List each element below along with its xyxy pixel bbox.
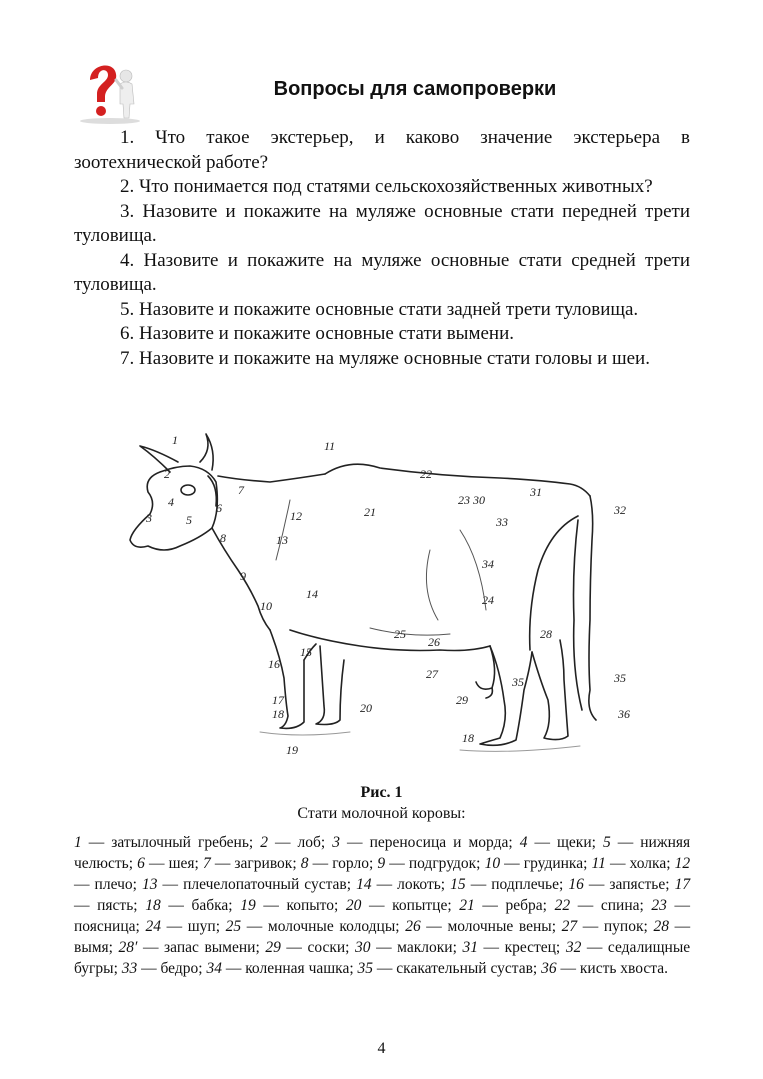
figure-label-36: 36	[618, 707, 630, 721]
legend-entry-dash: —	[477, 939, 505, 956]
legend-entry	[555, 897, 644, 914]
legend-entry-dash: —	[160, 918, 188, 935]
legend-entry	[405, 918, 556, 935]
legend-entry-text: плечо;	[94, 876, 137, 893]
legend-entry	[203, 855, 297, 872]
legend-entry-number: 20	[345, 897, 362, 914]
legend-entry-dash: —	[160, 897, 192, 914]
legend-entry-text: запястье;	[609, 876, 670, 893]
legend-entry-dash: —	[583, 876, 610, 893]
figure-label-32: 32	[614, 503, 626, 517]
legend-entry-number: 22	[554, 897, 571, 914]
figure-label-2: 2	[164, 467, 170, 481]
figure-label-20: 20	[360, 701, 372, 715]
figure-label-1: 1	[172, 433, 178, 447]
legend-entry-number: 9	[377, 855, 386, 872]
legend-entry-number: 12	[674, 855, 691, 872]
legend-entry	[119, 939, 260, 956]
legend-entry	[562, 918, 648, 935]
legend-entry-number: 30	[355, 939, 371, 956]
figure-label-23-30: 23 30	[458, 493, 485, 507]
legend-entry	[358, 960, 538, 977]
figure-title: Рис. 1	[360, 784, 403, 801]
figure-label-35: 35	[512, 675, 524, 689]
legend-entry-text: подгрудок;	[408, 855, 481, 872]
legend-entry-number: 13	[141, 876, 158, 893]
legend-entry-number: 24	[145, 918, 161, 935]
legend-entry-number: 36	[541, 960, 557, 977]
legend-entry-text: шея;	[168, 855, 199, 872]
questions-list	[74, 126, 695, 371]
legend-entry	[137, 855, 199, 872]
legend-entry-text: молочные колодцы;	[267, 918, 400, 935]
legend-entry	[206, 960, 353, 977]
legend-entry-number: 8	[300, 855, 309, 872]
legend-entry-text: переносица и морда;	[369, 834, 513, 851]
question-2: 2. Что понимается под статями сельскохозяйственных животных?	[120, 176, 653, 197]
legend-entry-text: вымя;	[74, 939, 113, 956]
legend-entry-dash: —	[241, 918, 268, 935]
legend-entry	[142, 876, 351, 893]
figure-label-18: 18	[272, 707, 284, 721]
figure-label-13: 13	[276, 533, 288, 547]
legend-entry-number: 31	[462, 939, 478, 956]
figure-label-12: 12	[290, 509, 302, 523]
legend-entry-dash: —	[361, 897, 393, 914]
legend-entry-text: ребра;	[505, 897, 547, 914]
figure-label-24: 24	[482, 593, 494, 607]
legend-entry-number: 26	[405, 918, 421, 935]
legend-entry	[459, 897, 547, 914]
legend-entry-text: горло;	[332, 855, 374, 872]
legend-entry-text: пясть;	[97, 897, 138, 914]
figure-label-10: 10	[260, 599, 272, 613]
figure-label-14: 14	[306, 587, 318, 601]
legend-entry-number: 23	[651, 897, 667, 914]
legend-entry-number: 2	[260, 834, 268, 851]
legend-entry-text: грудинка;	[523, 855, 588, 872]
legend-entry-number: 34	[206, 960, 222, 977]
legend-entry	[520, 834, 596, 851]
legend-entry-dash: —	[371, 876, 398, 893]
legend-entry-dash: —	[308, 855, 333, 872]
figure-label-29: 29	[456, 693, 468, 707]
legend-entry-dash: —	[465, 876, 492, 893]
legend-entry-number: 27	[561, 918, 578, 935]
legend-entry	[332, 834, 512, 851]
legend-entry	[74, 834, 253, 851]
legend-entry-dash: —	[420, 918, 448, 935]
legend-entry-dash: —	[666, 897, 691, 914]
legend-entry-number: 15	[450, 876, 466, 893]
legend-entry-dash: —	[255, 897, 287, 914]
figure-label-26: 26	[428, 635, 440, 649]
legend-entry-dash: —	[610, 834, 641, 851]
figure-label-5: 5	[186, 513, 192, 527]
legend-entry-number: 14	[356, 876, 372, 893]
legend-entry-dash: —	[556, 960, 580, 977]
legend-entry-dash: —	[81, 834, 112, 851]
legend-entry-number: 32	[565, 939, 582, 956]
legend-entry	[346, 897, 452, 914]
legend-entry-number: 7	[202, 855, 211, 872]
legend-entry-dash: —	[605, 855, 630, 872]
legend-entry-text: кисть хвоста.	[579, 960, 668, 977]
legend-entry-dash: —	[474, 897, 506, 914]
question-6: 6. Назовите и покажите основные стати вымени.	[120, 323, 514, 344]
legend-entry-text: маклоки;	[397, 939, 457, 956]
legend-entry-text: соски;	[307, 939, 350, 956]
legend-entry	[462, 939, 560, 956]
legend-entry	[355, 939, 457, 956]
legend-entry	[301, 855, 374, 872]
legend-entry-number: 11	[591, 855, 606, 872]
legend-entry-number: 35	[357, 960, 374, 977]
legend-entry-text: бабка;	[191, 897, 233, 914]
legend-entry	[568, 876, 669, 893]
legend-entry-text: шуп;	[187, 918, 221, 935]
legend-entry-text: крестец;	[504, 939, 561, 956]
legend-entry-dash: —	[221, 960, 246, 977]
legend-entry	[592, 855, 671, 872]
legend-entry	[122, 960, 203, 977]
legend-entry	[450, 876, 563, 893]
figure-label-31: 31	[530, 485, 542, 499]
legend-entry-text: пупок;	[603, 918, 648, 935]
legend-entry-dash: —	[581, 939, 608, 956]
figure-label-11: 11	[324, 439, 336, 453]
legend-entry-text: холка;	[629, 855, 671, 872]
legend-entry-dash: —	[527, 834, 557, 851]
legend-entry-text: молочные вены;	[447, 918, 557, 935]
legend-entry-text: бедро;	[160, 960, 203, 977]
legend-entry-dash: —	[210, 855, 235, 872]
legend-entry-dash: —	[373, 960, 397, 977]
figure-label-16: 16	[268, 657, 280, 671]
question-5: 5. Назовите и покажите основные стати задней трети туловища.	[120, 298, 639, 320]
legend-entry-text: коленная чашка;	[245, 960, 354, 977]
legend-entry-number: 21	[459, 897, 475, 914]
cow-diagram	[120, 420, 650, 770]
legend-entry-dash: —	[157, 876, 184, 893]
section-title: Вопросы для самопроверки	[273, 78, 557, 100]
legend-entry	[226, 918, 400, 935]
legend-entry-dash: —	[74, 876, 95, 893]
figure-label-19: 19	[286, 743, 298, 757]
legend-entry-number: 19	[240, 897, 256, 914]
figure-label-34: 34	[482, 557, 494, 571]
figure-label-15: 15	[300, 645, 312, 659]
legend-entry	[356, 876, 445, 893]
question-7: 7. Назовите и покажите на муляже основные стати головы и шеи.	[120, 347, 650, 369]
legend-entry-text: копыто;	[286, 897, 339, 914]
legend-entry-number: 28	[653, 918, 669, 935]
legend-entry-text: нижняя челюсть;	[74, 834, 691, 872]
figure-label-7: 7	[238, 483, 244, 497]
figure-label-27: 27	[426, 667, 438, 681]
figure-label-35-right: 35	[614, 671, 626, 685]
figure-label-9: 9	[240, 569, 246, 583]
figure-legend	[74, 832, 690, 979]
legend-entry-number: 3	[332, 834, 341, 851]
legend-entry-dash: —	[268, 834, 298, 851]
legend-entry-text: подплечье;	[491, 876, 564, 893]
legend-entry-dash: —	[137, 939, 165, 956]
legend-entry-dash: —	[340, 834, 370, 851]
legend-entry-dash: —	[370, 939, 398, 956]
legend-entry-number: 17	[674, 876, 691, 893]
legend-entry-number: 6	[137, 855, 145, 872]
legend-entry-number: 4	[519, 834, 528, 851]
legend-entry-number: 10	[484, 855, 501, 872]
legend-entry-number: 25	[225, 918, 242, 935]
legend-entry-text: скакательный сустав;	[396, 960, 538, 977]
figure-label-6: 6	[216, 501, 222, 515]
legend-entry-text: щеки;	[556, 834, 596, 851]
figure-label-8: 8	[220, 531, 226, 545]
question-mark-person-icon	[76, 58, 152, 124]
legend-entry-number: 16	[568, 876, 584, 893]
legend-entry	[145, 918, 220, 935]
legend-entry-text: локоть;	[397, 876, 446, 893]
legend-entry-dash: —	[280, 939, 308, 956]
figure-label-33: 33	[496, 515, 508, 529]
legend-entry-number: 28′	[118, 939, 138, 956]
question-1: 1. Что такое экстерьер, и каково значение экстерьера в зоотехнической работе?	[74, 127, 695, 173]
legend-entry-dash: —	[385, 855, 409, 872]
figure-label-22: 22	[420, 467, 432, 481]
legend-entry	[541, 960, 668, 977]
legend-entry	[265, 939, 349, 956]
legend-entry-number: 18	[145, 897, 161, 914]
figure-label-4: 4	[168, 495, 174, 509]
legend-entry-text: плечелопаточный сустав;	[183, 876, 352, 893]
legend-entry-dash: —	[144, 855, 169, 872]
legend-entry-text: седалищные бугры;	[74, 939, 691, 977]
legend-entry-text: лоб;	[297, 834, 326, 851]
legend-entry-dash: —	[570, 897, 601, 914]
figure-label-18-hind: 18	[462, 731, 474, 745]
legend-entry-text: копытце;	[392, 897, 452, 914]
legend-entry-text: спина;	[600, 897, 644, 914]
legend-entry	[145, 897, 232, 914]
figure-label-17: 17	[272, 693, 284, 707]
question-4: 4. Назовите и покажите на муляже основные стати средней трети туловища.	[74, 249, 695, 295]
legend-entry-dash: —	[137, 960, 161, 977]
legend-entry-dash: —	[577, 918, 604, 935]
legend-entry-number: 5	[602, 834, 611, 851]
legend-entry-text: поясница;	[74, 918, 140, 935]
legend-entry-text: запас вымени;	[164, 939, 260, 956]
figure-label-28: 28	[540, 627, 552, 641]
legend-entry	[240, 897, 338, 914]
page-number: 4	[377, 1040, 386, 1057]
legend-entry-dash: —	[668, 918, 691, 935]
question-3: 3. Назовите и покажите на муляже основные стати передней трети туловища.	[74, 200, 695, 246]
legend-entry-dash: —	[500, 855, 524, 872]
figure-label-25: 25	[394, 627, 406, 641]
legend-entry-number: 33	[121, 960, 138, 977]
legend-entry-number: 29	[265, 939, 281, 956]
legend-entry	[260, 834, 325, 851]
legend-entry-number: 1	[74, 834, 82, 851]
legend-entry	[485, 855, 588, 872]
figure-caption: Стати молочной коровы:	[297, 805, 466, 822]
legend-entry-text: загривок;	[234, 855, 297, 872]
figure-label-3: 3	[146, 511, 152, 525]
figure-label-21: 21	[364, 505, 376, 519]
legend-entry-text: затылочный гребень;	[111, 834, 254, 851]
legend-entry	[377, 855, 480, 872]
legend-entry-dash: —	[74, 897, 98, 914]
